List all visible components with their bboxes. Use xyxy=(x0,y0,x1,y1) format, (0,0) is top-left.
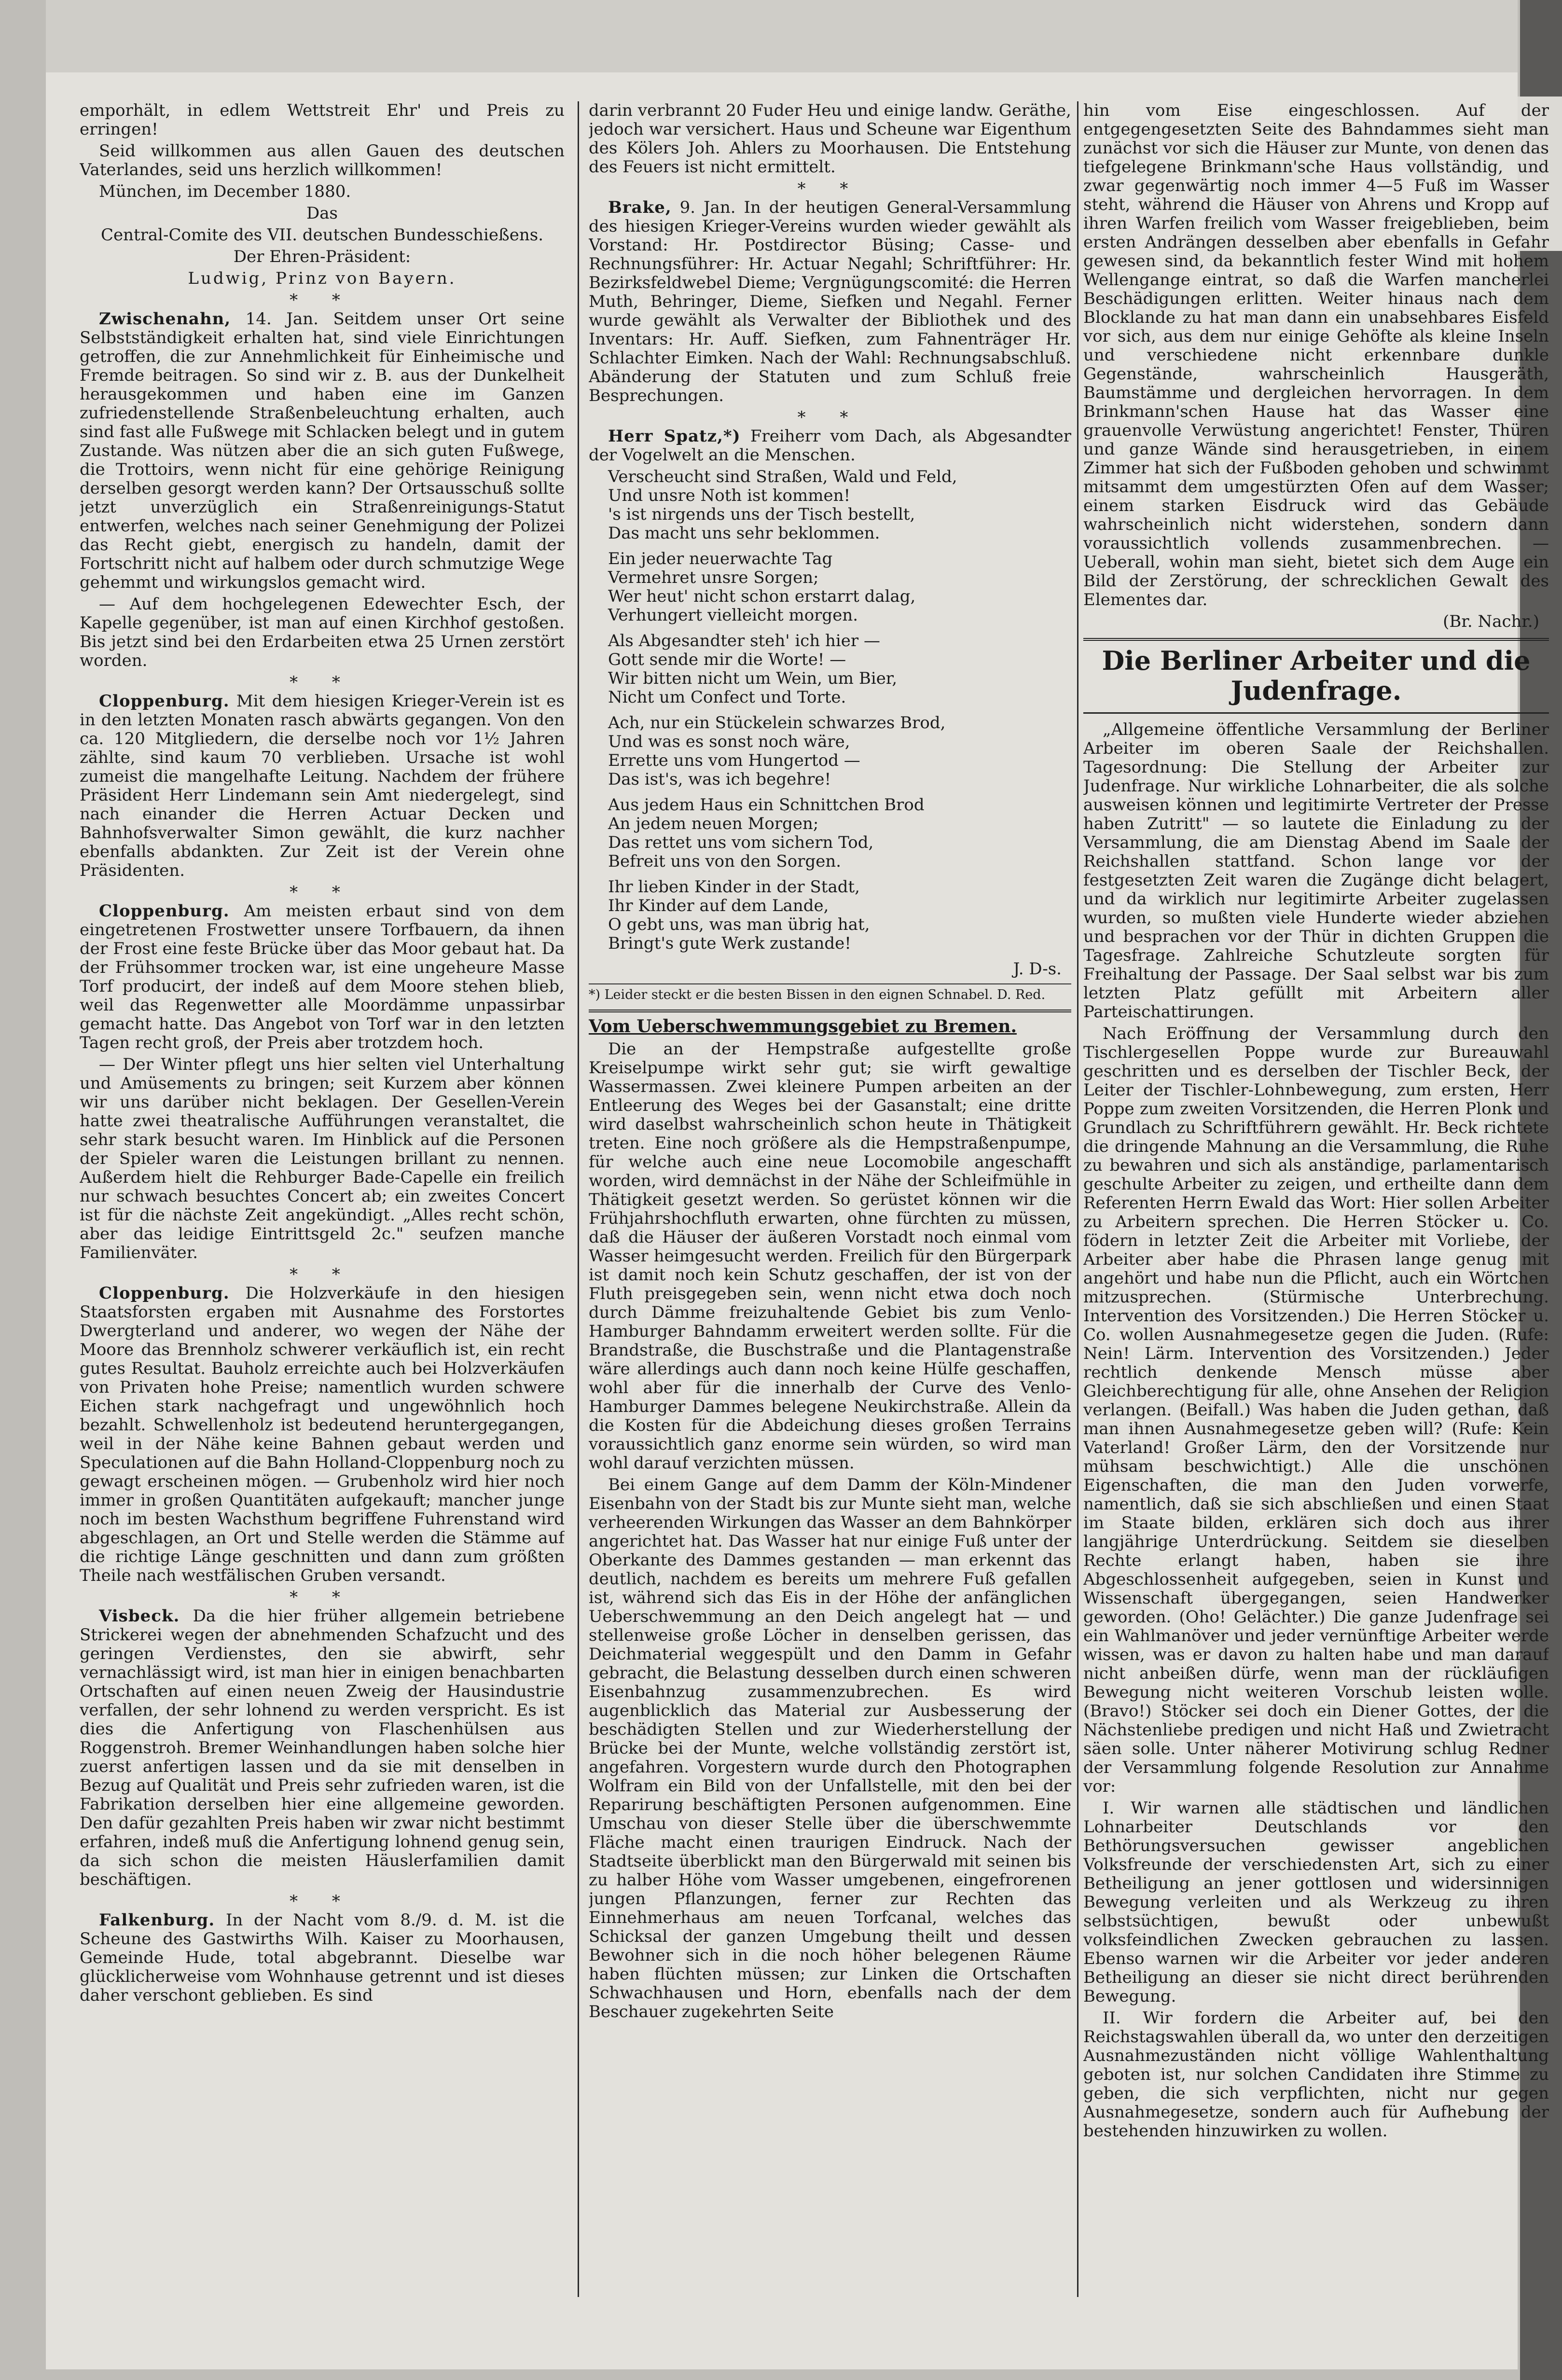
poem-line: Nicht um Confect und Torte. xyxy=(608,688,846,707)
headline-rule xyxy=(1083,712,1549,714)
signature-comite: Central-Comite des VII. deutschen Bundesschießens. xyxy=(100,225,544,245)
article-paragraph: I. Wir warnen alle städtischen und ländlichen Lohnarbeiter Deutschlands vor den Bethörungsversuchen gewisser angeblichen Volksfreunde der verschiedensten Art, sich zu einer Betheiligung an jener gottlosen und widersinnigen Bewegung verleiten und als Werkzeug zu ihren selbstsüchtigen, bewußt oder unbewußt volksfeindlichen Zwecken gebrauchen zu lassen. Ebenso warnen wir die Arbeiter vor jeder anderen Betheiligung an dieser sie nicht direct berührenden Bewegung. xyxy=(1083,1799,1549,2006)
dateline: Falkenburg. xyxy=(99,1910,215,1930)
dateline: Brake, xyxy=(608,198,672,217)
article-paragraph: Bei einem Gange auf dem Damm der Köln-Mindener Eisenbahn von der Stadt bis zur Munte sieht man, welche verheerenden Wirkungen das Wasser an dem Bahnkörper angerichtet hat. Das Wasser hat nur einige Fuß unter der Oberkante des Dammes gestanden — man erkennt das deutlich, nachdem es bereits um mehrere Fuß gefallen ist, während sich das Eis in der Höhe der anfänglichen Ueberschwemmung an den Deich angelegt hat — und stellenweise große Löcher in denselben gerissen, das Deichmaterial weggespült und den Damm in Gefahr gebracht, die Belastung desselben durch einen schweren Eisenbahnzug zusammenzubrechen. Es wird augenblicklich das Material zur Ausbesserung der beschädigten Stellen und zur Wiederherstellung der Brücke bei der Munte, welche vollständig zerstört ist, angefahren. Vorgestern wurde durch den Photographen Wolfram ein Bild von der Unfallstelle, mit den bei der Reparirung beschäftigten Personen aufgenommen. Eine Umschau von dieser Stelle über die überschwemmte Fläche macht einen traurigen Eindruck. Nach der Stadtseite überblickt man den Bürgerwald mit seinen bis zu halber Höhe vom Wasser umgebenen, eingefrorenen jungen Pflanzungen, ferner zur Rechten das Einnehmerhaus am neuen Torfcanal, welches das Schicksal der ganzen Umgebung theilt und dessen Bewohner sich in die noch höher belegenen Räume haben flüchten müssen; zur Linken die Ortschaften Schwachhausen und Horn, ebenfalls nach der dem Beschauer zugekehrten Seite xyxy=(589,1475,1071,2021)
news-text: Mit dem hiesigen Krieger-Verein ist es in den letzten Monaten rasch abwärts gegangen. Von den ca. 120 Mitgliedern, die derselbe noch vor 1½ Jahren zählte, sind kaum 70 verblieben. Ursache ist wohl zumeist die mangelhafte Leitung. Nachdem der frühere Präsident Herr Lindemann sein Amt niedergelegt, sind nach einander die Herren Actuar Decken und Bahnhofsverwalter Simon gewählt, die kurz nachher ebenfalls abdankten. Zur Zeit ist der Verein ohne Präsidenten. xyxy=(80,692,565,880)
news-item xyxy=(80,1284,565,1585)
scan-top-margin xyxy=(46,0,1518,72)
news-item: — Auf dem hochgelegenen Edewechter Esch, der Kapelle gegenüber, ist man auf einen Kirchhof gestoßen. Bis jetzt sind bei den Erdarbeiten etwa 25 Urnen zerstört worden. xyxy=(80,595,565,670)
news-text: Die Holzverkäufe in den hiesigen Staatsforsten ergaben mit Ausnahme des Forstortes Dwergterland und anderer, wo wegen der Nähe der Moore das Brennholz schwerer verkäuflich ist, ein recht gutes Resultat. Bauholz erreichte auch bei Holzverkäufen von Privaten hohe Preise; namentlich wurden schwere Eichen stark nachgefragt und ungewöhnlich hoch bezahlt. Schwellenholz ist bedeutend heruntergegangen, weil in der Nähe keine Bahnen gebaut werden und Speculationen auf die Bahn Holland-Cloppenburg noch zu gewagt erscheinen mögen. — Grubenholz wird hier noch immer in großen Quantitäten aufgekauft; mancher junge noch im besten Wachsthum begriffene Fuhrenstand wird abgeschlagen, an Ort und Stelle werden die Stämme auf die richtige Länge geschnitten und dann zum größten Theile nach westfälischen Gruben versandt. xyxy=(80,1284,565,1585)
column-1 xyxy=(80,101,565,2297)
poem-line: Das rettet uns vom sichern Tod, xyxy=(608,833,874,852)
separator-stars: * * xyxy=(290,1892,355,1911)
poem-line: Wir bitten nicht um Wein, um Bier, xyxy=(608,669,898,688)
poem-line: An jedem neuen Morgen; xyxy=(608,814,819,833)
poem-line: Das macht uns sehr beklommen. xyxy=(608,524,880,543)
poem-line: Ihr lieben Kinder in der Stadt, xyxy=(608,877,860,897)
article-paragraph: „Allgemeine öffentliche Versammlung der Berliner Arbeiter im oberen Saale der Reichshallen. Tagesordnung: Die Stellung der Arbeiter zur Judenfrage. Nur wirkliche Lohnarbeiter, die als solche ausweisen können und legitimirte Vertreter der Presse haben Zutritt" — so lautete die Einladung zu der Versammlung, die am Dienstag Abend im Saale der Reichshallen stattfand. Schon lange vor der festgesetzten Zeit waren die Zugänge dicht belagert, und da wirklich nur legitimirte Arbeiter zugelassen wurden, so mußten viele Hunderte wieder abziehen und besprachen vor der Thür in dichten Gruppen die Tagesfrage. Zahlreiche Schutzleute sorgten für Freihaltung der Passage. Der Saal selbst war bis zum letzten Platz gefüllt mit Arbeitern aller Parteischattirungen. xyxy=(1083,720,1549,1022)
separator-stars: * * xyxy=(797,179,863,198)
news-text: 9. Jan. In der heutigen General-Versammlung des hiesigen Krieger-Vereins wurden wieder gewählt als Vorstand: Hr. Postdirector Büsing; Casse- und Rechnungsführer: Hr. Actuar Negahl; Schriftführer: Hr. Bezirksfeldwebel Dieme; Vergnügungscomité: die Herren Muth, Behringer, Dieme, Siefken und Negahl. Ferner wurde gewählt als Verwalter der Bibliothek und des Inventars: Hr. Auff. Siefken, zum Fahnenträger Hr. Schlachter Eimken. Nach der Wahl: Rechnungsabschluß. Abänderung der Statuten und zum Schluß freie Besprechungen. xyxy=(589,198,1071,405)
signature-das: Das xyxy=(306,204,338,223)
poem-line: Verhungert vielleicht morgen. xyxy=(608,606,858,625)
poem-line: Und was es sonst noch wäre, xyxy=(608,732,850,751)
poem-line: Wer heut' nicht schon erstarrt dalag, xyxy=(608,587,916,606)
separator-stars: * * xyxy=(290,883,355,902)
poem-line: 's ist nirgends uns der Tisch bestellt, xyxy=(608,505,915,524)
separator-stars: * * xyxy=(797,408,863,427)
separator-stars: * * xyxy=(290,291,355,310)
news-text: In der Nacht vom 8./9. d. M. ist die Scheune des Gastwirths Wilh. Kaiser zu Moorhausen, Gemeinde Hude, total abgebrannt. Dieselbe war glücklicherweise vom Wohnhause getrennt und ist dieses daher verschont geblieben. Es sind xyxy=(80,1910,565,2005)
column-2 xyxy=(589,101,1071,2297)
signature-ludwig: Ludwig, Prinz von Bayern. xyxy=(188,269,456,288)
news-item: darin verbrannt 20 Fuder Heu und einige landw. Geräthe, jedoch war versichert. Haus und Scheune war Eigenthum des Kölers Joh. Ahlers zu Moorhausen. Die Entstehung des Feuers ist nicht ermittelt. xyxy=(589,101,1071,177)
poem-line: Bringt's gute Werk zustande! xyxy=(608,934,851,953)
separator-stars: * * xyxy=(290,1588,355,1607)
article-paragraph: emporhält, in edlem Wettstreit Ehr' und Preis zu erringen! xyxy=(80,101,565,139)
dateline: Herr Spatz,*) xyxy=(608,427,741,446)
poem-line: Das ist's, was ich begehre! xyxy=(608,770,831,789)
signature-ehrenpraesident: Der Ehren-Präsident: xyxy=(233,247,411,266)
footnote: *) Leider steckt er die besten Bissen in den eignen Schnabel. D. Red. xyxy=(589,983,1071,1003)
news-item xyxy=(80,1607,565,1889)
poem-line: Als Abgesandter steh' ich hier — xyxy=(608,631,880,650)
poem-line: Ein jeder neuerwachte Tag xyxy=(608,549,833,568)
article-paragraph: Nach Eröffnung der Versammlung durch den Tischlergesellen Poppe wurde zur Bureauwahl geschritten und es derselben der Tischler Beck, der Leiter der Tischler-Lohnbewegung, zum ersten, Herr Poppe zum zweiten Vorsitzenden, die Herren Plonk und Grundlach zu Schriftführern gewählt. Hr. Beck richtete die dringende Mahnung an die Versammlung, die Ruhe zu bewahren und sich als anständige, parlamentarisch geschulte Arbeiter zu zeigen, und ertheilte dann dem Referenten Herrn Ewald das Wort: Hier sollen Arbeiter zu Arbeitern sprechen. Die Herren Stöcker u. Co. födern in letzter Zeit die Arbeiter mit Vorliebe, der Arbeiter aber habe die Phrasen lange genug mit angehört und habe nun die Pflicht, auch ein Wörtchen mitzusprechen. (Stürmische Unterbrechung. Intervention des Vorsitzenden.) Die Herren Stöcker u. Co. wollen Ausnahmegesetze gegen die Juden. (Rufe: Nein! Lärm. Intervention des Vorsitzenden.) Jeder rechtlich denkende Mensch müsse aber Gleichberechtigung für alle, ohne Ansehen der Religion verlangen. (Beifall.) Was haben die Juden gethan, daß man ihnen Ausnahmegesetze geben will? (Rufe: Kein Vaterland! Großer Lärm, den der Vorsitzende nur mühsam beschwichtigt.) Alle die unschönen Eigenschaften, die man den Juden vorwerfe, namentlich, daß sie sich abschließen und einen Staat im Staate bilden, erklären sich doch aus ihrer langjährige Unterdrückung. Seitdem sie dieselben Rechte erlangt haben, haben sie ihre Abgeschlossenheit aufgegeben, seien in Kunst und Wissenschaft übergegangen, seien Handwerker geworden. (Oho! Gelächter.) Die ganze Judenfrage sei ein Wahlmanöver und jeder vernünftige Arbeiter werde wissen, was er davon zu halten habe und man darauf nicht anbeißen dürfe, wenn man der rückläufigen Bewegung nicht weiteren Vorschub leisten wolle. (Bravo!) Stöcker sei doch ein Diener Gottes, der die Nächstenliebe predigen und nicht Haß und Zwietracht säen solle. Unter näherer Motivirung schlug Redner der Versammlung folgende Resolution zur Annahme vor: xyxy=(1083,1024,1549,1796)
poem-stanza xyxy=(589,632,1071,707)
article-paragraph: II. Wir fordern die Arbeiter auf, bei den Reichstagswahlen überall da, wo unter den derzeitigen Ausnahmezuständen nicht völlige Wahlenthaltung geboten ist, nur solchen Candidaten ihre Stimme zu geben, die sich verpflichten, nicht nur gegen Ausnahmegesetze, sondern auch für Aufhebung der bestehenden hinzuwirken zu wollen. xyxy=(1083,2008,1549,2141)
news-item xyxy=(80,310,565,592)
poem-stanza xyxy=(589,796,1071,871)
article-headline: Die Berliner Arbeiter und die Judenfrage. xyxy=(1102,645,1531,706)
poem-line: Ihr Kinder auf dem Lande, xyxy=(608,896,829,915)
poem-line: Ach, nur ein Stückelein schwarzes Brod, xyxy=(608,713,946,733)
poem-stanza xyxy=(589,714,1071,789)
poem-line: Befreit uns von den Sorgen. xyxy=(608,852,842,871)
column-rule xyxy=(578,101,579,2297)
separator-stars: * * xyxy=(290,1265,355,1284)
news-text: Am meisten erbaut sind von dem eingetretenen Frostwetter unsere Torfbauern, da ihnen der Frost eine feste Brücke über das Moor gebaut hat. Da der Frühsommer trocken war, ist eine ungeheure Masse Torf producirt, der indeß auf dem Moore stehen blieb, weil das Regenwetter alle Moordämme unpassirbar gemacht hatte. Das Angebot von Torf war in den letzten Tagen recht groß, der Preis aber trotzdem hoch. xyxy=(80,901,565,1052)
article-paragraph: Seid willkommen aus allen Gauen des deutschen Vaterlandes, seid uns herzlich willkommen! xyxy=(80,141,565,180)
poem-line: Gott sende mir die Worte! — xyxy=(608,650,846,669)
separator-stars: * * xyxy=(290,673,355,692)
dateline: Cloppenburg. xyxy=(99,1284,230,1303)
dateline: Visbeck. xyxy=(99,1606,180,1626)
poem-stanza xyxy=(589,468,1071,543)
dateline-paragraph: München, im December 1880. xyxy=(99,182,351,201)
dateline: Cloppenburg. xyxy=(99,901,230,921)
poem-stanza xyxy=(589,550,1071,625)
poem-line: Verscheucht sind Straßen, Wald und Feld, xyxy=(608,467,957,486)
article-paragraph: hin vom Eise eingeschlossen. Auf der entgegengesetzten Seite des Bahndammes sieht man zunächst vor sich die Häuser zur Munte, von denen das tiefgelegene Brinkmann'sche Haus vollständig, und zwar gegenwärtig noch immer 4—5 Fuß im Wasser steht, während die Häuser von Ahrens und Kropp auf ihren Warfen freilich vom Wasser freigeblieben, beim ersten Andrängen desselben aber ebenfalls in Gefahr gewesen sind, da bekanntlich fester Wind mit hohem Wellengange eintrat, so daß die Warfen mancherlei Beschädigungen erlitten. Weiter hinaus nach dem Blocklande zu hat man dann ein unabsehbares Eisfeld vor sich, aus dem nur einige Gehöfte als kleine Inseln und verschiedene nicht erkennbare dunkle Gegenstände, wahrscheinlich Hausgeräth, Baumstämme und dergleichen hervorragen. In dem Brinkmann'schen Hause hat das Wasser eine grauenvolle Verwüstung angerichtet! Fenster, Thüren und ganze Wände sind herausgetrieben, in einem Zimmer hat sich der Fußboden gehoben und schwimmt mitsammt dem umgestürzten Ofen auf dem Wasser; einem starken Eisdruck wird das Gebäude wahrscheinlich nicht widerstehen, sondern dann voraussichtlich vollends zusammenbrechen. — Ueberall, wohin man sieht, bietet sich dem Auge ein Bild der Zerstörung, der schrecklichen Gewalt des Elementes dar. xyxy=(1083,101,1549,609)
poem-line: O gebt uns, was man übrig hat, xyxy=(608,915,870,934)
news-item xyxy=(80,1911,565,2005)
news-text: 14. Jan. Seitdem unser Ort seine Selbstständigkeit erhalten hat, sind viele Einrichtungen getroffen, die zur Annehmlichkeit für Einheimische und Fremde beitragen. So sind wir z. B. aus der Dunkelheit herausgekommen und haben eine im Ganzen zufriedenstellende Straßenbeleuchtung erhalten, auch sind fast alle Fußwege mit Schlacken belegt und in gutem Zustande. Was nützen aber die an sich guten Fußwege, die Trottoirs, wenn nicht für eine gehörige Reinigung derselben gesorgt werden kann? Der Ortsausschuß sollte jetzt unverzüglich ein Straßenreinigungs-Statut entwerfen, welches nach seiner Genehmigung der Polizei das Recht giebt, energisch zu handeln, damit der Fortschritt nicht auf halbem oder durch schmutzige Wege gehemmt und wirkungslos gemacht wird. xyxy=(80,309,565,592)
news-item: — Der Winter pflegt uns hier selten viel Unterhaltung und Amüsements zu bringen; seit Kurzem aber können wir uns darüber nicht beklagen. Der Gesellen-Verein hatte zwei theatralische Aufführungen veranstaltet, die sehr stark besucht waren. Im Hinblick auf die Personen der Spieler waren die Leistungen brillant zu nennen. Außerdem hielt die Rehburger Bade-Capelle ein freilich nur schwach besuchtes Concert ab; ein zweites Concert ist für die nächste Zeit angekündigt. „Alles recht schön, aber das leidige Eintrittsgeld 2c." seufzen manche Familienväter. xyxy=(80,1055,565,1262)
news-text: Da die hier früher allgemein betriebene Strickerei wegen der abnehmenden Schafzucht und des geringen Verdienstes, den sie abwirft, sehr vernachlässigt wird, ist man hier in einigen benachbarten Ortschaften auf einen neuen Zweig der Hausindustrie verfallen, der sehr lohnend zu werden verspricht. Es ist dies die Anfertigung von Flaschenhülsen aus Roggenstroh. Bremer Weinhandlungen haben solche hier zuerst anfertigen lassen und da sie mit denselben in Bezug auf Qualität und Preis sehr zufrieden waren, ist die Fabrikation derselben hier eine allgemeine geworden. Den dafür gezahlten Preis haben wir zwar nicht bestimmt erfahren, indeß muß die Anfertigung lohnend genug sein, da sich schon die meisten Häuslerfamilien damit beschäftigen. xyxy=(80,1606,565,1889)
news-item xyxy=(80,902,565,1052)
dateline: Zwischenahn, xyxy=(99,309,231,329)
column-rule xyxy=(1077,101,1078,2297)
news-text: Freiherr vom Dach, als Abgesandter der Vogelwelt an die Menschen. xyxy=(589,427,1071,465)
source-note: (Br. Nachr.) xyxy=(1443,612,1539,631)
poem-signature: J. D-s. xyxy=(1013,959,1062,979)
poem-line: Vermehret unsre Sorgen; xyxy=(608,568,819,587)
news-item xyxy=(589,198,1071,405)
section-heading: Vom Ueberschwemmungsgebiet zu Bremen. xyxy=(589,1016,1017,1037)
column-3 xyxy=(1083,101,1549,2297)
poem-stanza xyxy=(589,878,1071,953)
poem-line: Errette uns vom Hungertod — xyxy=(608,751,860,770)
section-divider xyxy=(589,1010,1071,1012)
poem-line: Aus jedem Haus ein Schnittchen Brod xyxy=(608,795,925,815)
poem-title xyxy=(589,427,1071,465)
section-divider xyxy=(1083,638,1549,641)
poem-line: Und unsre Noth ist kommen! xyxy=(608,486,851,505)
news-item xyxy=(80,692,565,880)
article-paragraph: Die an der Hempstraße aufgestellte große Kreiselpumpe wirkt sehr gut; sie wirft gewaltige Wassermassen. Zwei kleinere Pumpen arbeiten an der Entleerung des Weges bei der Gasanstalt; eine dritte wird daselbst wahrscheinlich schon heute in Thätigkeit treten. Eine noch größere als die Hempstraßenpumpe, für welche auch eine neue Locomobile angeschafft worden, wird demnächst in der Nähe der Schleifmühle in Thätigkeit gesetzt werden. So gerüstet können wir die Frühjahrshochfluth erwarten, ohne fürchten zu müssen, daß die Häuser der äußeren Vorstadt noch einmal vom Wasser heimgesucht werden. Freilich für den Bürgerpark ist damit noch kein Schutz geschaffen, der ist von der Fluth preisgegeben sein, wenn nicht etwa doch noch durch Dämme freizuhaltende Gebiet bis zum Venlo-Hamburger Bahndamm erweitert werden sollte. Für die Brandstraße, die Buschstraße und die Plantagenstraße wäre allerdings auch dann noch keine Hülfe geschaffen, wohl aber für die innerhalb der Curve des Venlo-Hamburger Dammes belegene Neukirchstraße. Allein da die Kosten für die Abdeichung dieses großen Terrains voraussichtlich ganz enorme sein würden, so wird man wohl darauf verzichten müssen. xyxy=(589,1039,1071,1473)
dateline: Cloppenburg. xyxy=(99,692,230,711)
